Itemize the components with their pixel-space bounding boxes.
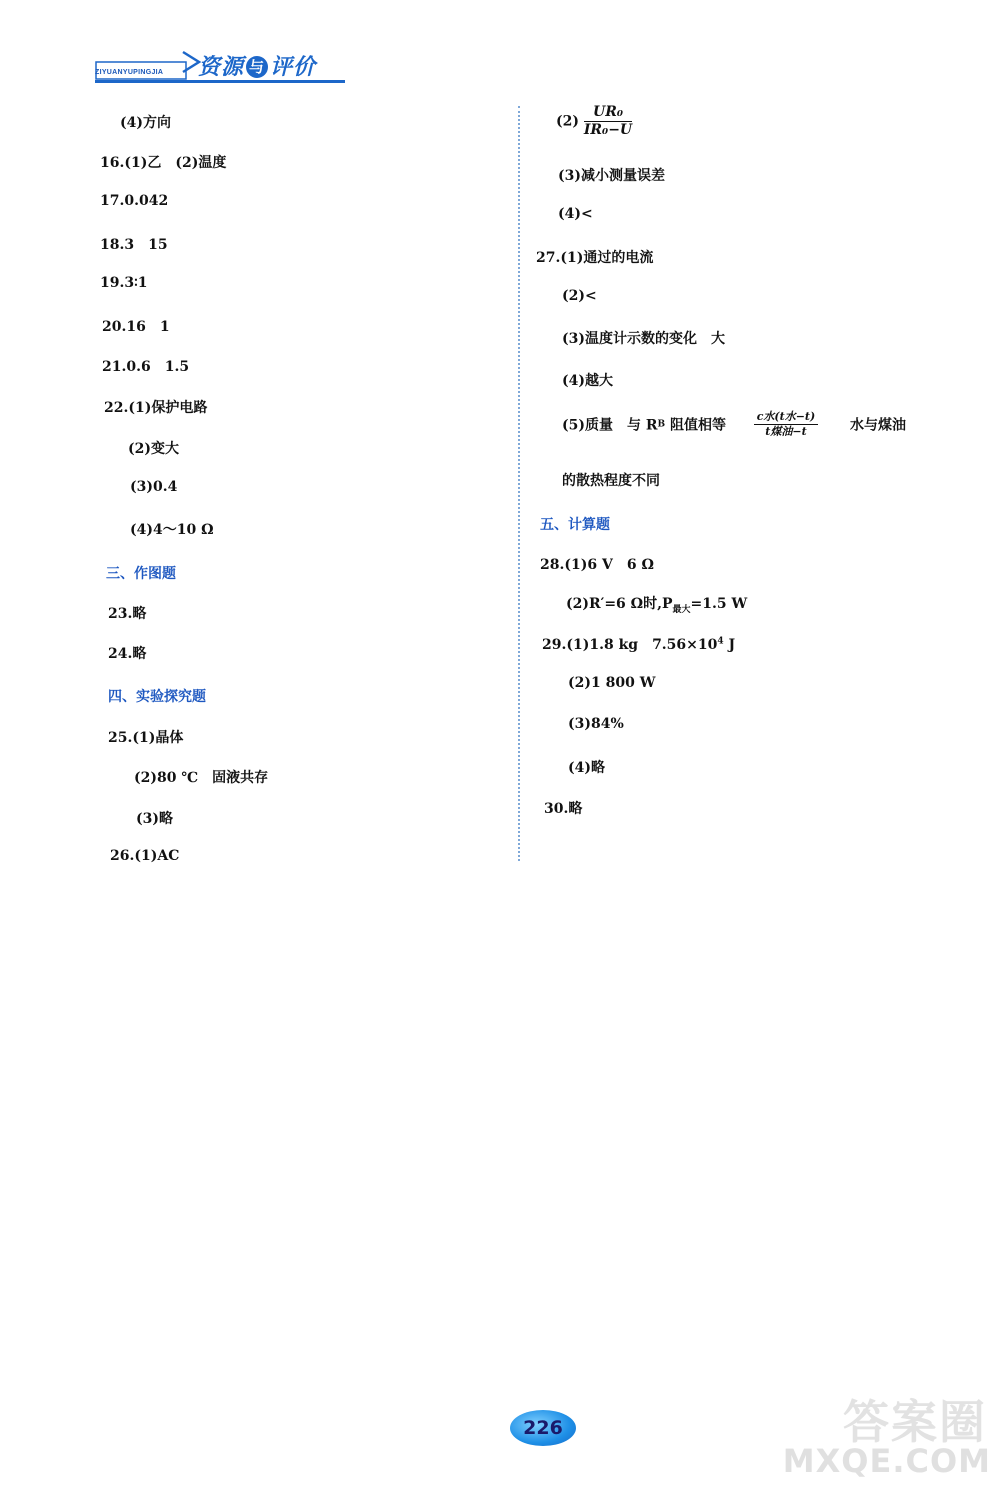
fraction-denominator: IR₀−U bbox=[583, 122, 633, 138]
answer-line: (3)略 bbox=[136, 811, 173, 827]
answer-line: 22.(1)保护电路 bbox=[104, 400, 208, 416]
answer-text: 水与煤油 bbox=[849, 417, 906, 434]
header-title bbox=[198, 50, 316, 81]
answer-line: (2)变大 bbox=[128, 441, 179, 457]
header-title-circle: 与 bbox=[246, 56, 268, 78]
watermark bbox=[712, 1386, 997, 1486]
answer-line bbox=[566, 593, 747, 615]
watermark-bottom: MXQE.COM bbox=[782, 1442, 991, 1480]
answer-line: 23.略 bbox=[108, 606, 147, 622]
fraction-numerator: UR₀ bbox=[584, 104, 632, 122]
answer-line: (3)84% bbox=[568, 716, 624, 732]
answer-line: 26.(1)AC bbox=[110, 848, 180, 864]
answer-line: 的散热程度不同 bbox=[562, 473, 660, 489]
answer-text: (5)质量 与 R bbox=[562, 417, 658, 434]
fraction-denominator: t煤油−t bbox=[765, 425, 807, 438]
answer-line: (4)4～10 Ω bbox=[130, 522, 214, 538]
answer-line: 18.3 15 bbox=[100, 237, 168, 253]
answer-line: 21.0.6 1.5 bbox=[102, 359, 190, 375]
answer-line: 28.(1)6 V 6 Ω bbox=[540, 557, 654, 573]
header-underline bbox=[95, 80, 345, 83]
fraction bbox=[584, 104, 632, 139]
page-number: 226 bbox=[510, 1410, 576, 1446]
answer-text: J bbox=[723, 637, 736, 653]
answer-subscript: B bbox=[657, 419, 666, 430]
fraction-numerator: c水(t水−t) bbox=[754, 410, 819, 425]
answer-line: (3)0.4 bbox=[130, 479, 178, 495]
answer-line: 27.(1)通过的电流 bbox=[536, 250, 654, 266]
section-heading-calculation: 五、计算题 bbox=[540, 517, 610, 533]
answer-line: (3)温度计示数的变化 大 bbox=[562, 331, 725, 347]
answer-line: 30.略 bbox=[544, 801, 583, 817]
watermark-top: 答案圈 bbox=[843, 1395, 987, 1449]
header-title-a: 资源 bbox=[198, 55, 245, 80]
page-header bbox=[95, 44, 355, 84]
answer-line: (2)1 800 W bbox=[568, 675, 656, 691]
answer-subscript: 最大 bbox=[672, 604, 691, 615]
fraction bbox=[754, 410, 819, 439]
answer-line: 20.16 1 bbox=[102, 319, 170, 335]
answer-line: 17.0.042 bbox=[100, 193, 169, 209]
answer-line: 19.3∶1 bbox=[100, 275, 148, 291]
answer-line: 16.(1)乙 (2)温度 bbox=[100, 155, 227, 171]
answer-line: (4)< bbox=[558, 206, 593, 222]
answer-line: 25.(1)晶体 bbox=[108, 730, 184, 746]
header-title-b: 评价 bbox=[270, 55, 317, 80]
header-pinyin: ZIYUANYUPINGJIA bbox=[95, 69, 164, 76]
answer-line: (4)方向 bbox=[120, 115, 171, 131]
answer-prefix: (2) bbox=[556, 113, 579, 130]
answer-text: (2)R′=6 Ω时,P bbox=[566, 596, 673, 612]
answer-text: 阻值相等 bbox=[665, 417, 726, 434]
answer-line bbox=[542, 634, 735, 654]
answer-text: 29.(1)1.8 kg 7.56×10 bbox=[542, 637, 718, 653]
answer-line: (3)减小测量误差 bbox=[558, 168, 665, 184]
answer-line-fraction bbox=[562, 410, 906, 439]
answer-line: 24.略 bbox=[108, 646, 147, 662]
answer-text: =1.5 W bbox=[690, 596, 748, 612]
answer-line: (2)< bbox=[562, 288, 597, 304]
answer-line: (4)略 bbox=[568, 760, 605, 776]
column-divider bbox=[518, 106, 520, 861]
answer-line: (4)越大 bbox=[562, 373, 613, 389]
answer-line-fraction bbox=[556, 104, 632, 139]
section-heading-experiment: 四、实验探究题 bbox=[108, 689, 206, 705]
section-heading-drawing: 三、作图题 bbox=[106, 566, 176, 582]
answer-line: (2)80 ℃ 固液共存 bbox=[134, 770, 269, 786]
answer-superscript: 4 bbox=[717, 636, 724, 647]
